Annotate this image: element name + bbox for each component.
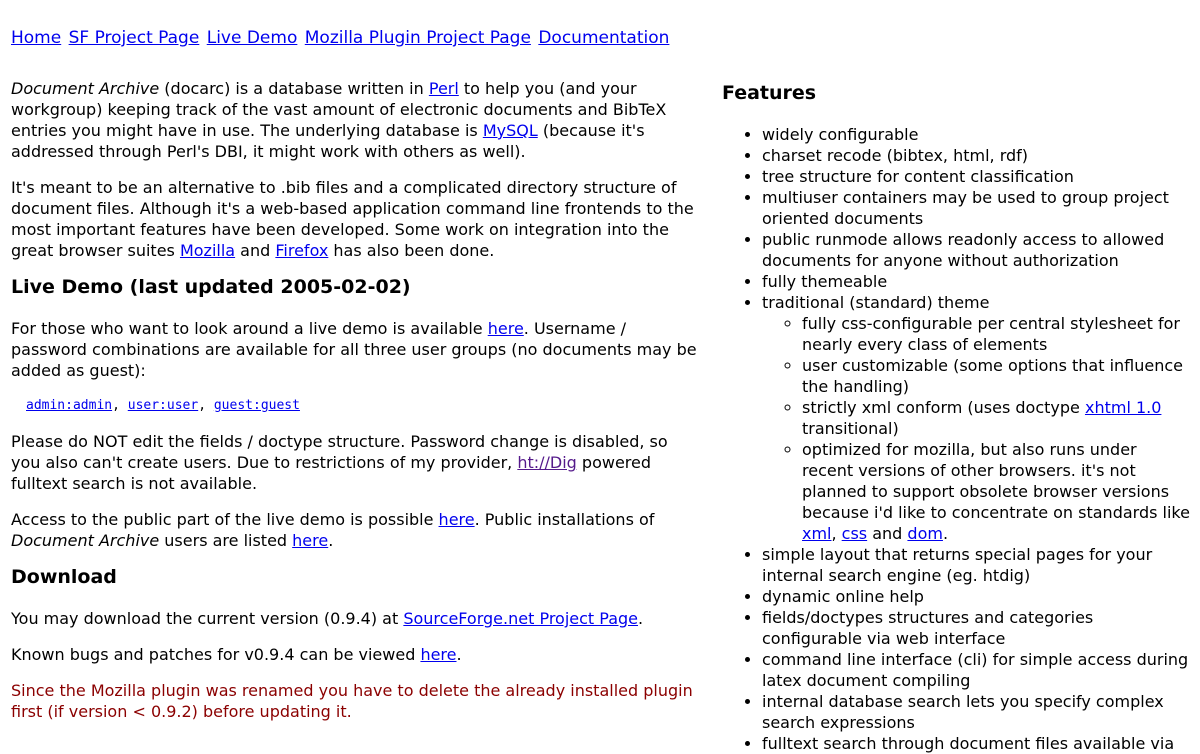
credential-user-link[interactable]: user:user: [127, 398, 199, 413]
xml-link[interactable]: xml: [802, 524, 832, 543]
dom-link[interactable]: dom: [907, 524, 943, 543]
feature-item: • fully themeable: [762, 271, 1192, 292]
mozilla-link[interactable]: Mozilla: [179, 241, 236, 260]
download-text: .: [456, 645, 462, 664]
sub-feature-item: ◦ fully css-configurable per central stylesheet for nearly every class of elements: [802, 313, 1192, 355]
live-demo-text: . Username / password combinations are available for all three user groups (no documents may be added as guest):: [11, 319, 697, 380]
features-heading: Features: [722, 82, 817, 104]
live-demo-text: For those who want to look around a live demo is available: [11, 319, 488, 338]
feature-item: • command line interface (cli) for simple access during latex document compiling: [762, 649, 1192, 691]
intro-text: It's meant to be an alternative to .bib files and a complicated directory structure of document files. Although it's a web-based application command line frontends to the most important features have been developed. Some work on integration into the great browser suites: [11, 178, 694, 260]
top-navigation: [11, 28, 671, 49]
separator: ,: [198, 398, 214, 413]
feature-item: • fulltext search through document files available via: [762, 733, 1192, 754]
public-demo-here-link[interactable]: here: [438, 510, 475, 529]
intro-paragraph-1: [11, 78, 701, 162]
sub-feature-text: .: [942, 524, 949, 543]
live-demo-text: Please do NOT edit the fields / doctype structure. Password change is disabled, so you also can't create users. Due to restrictions of my provider,: [11, 432, 668, 472]
sub-feature-item: [802, 439, 1192, 544]
live-demo-text: Access to the public part of the live demo is possible: [11, 510, 439, 529]
known-bugs-here-link[interactable]: here: [420, 645, 457, 664]
feature-item: [762, 292, 1192, 544]
nav-mozilla-plugin-link[interactable]: Mozilla Plugin Project Page: [304, 28, 531, 48]
download-paragraph-2: [11, 644, 701, 665]
sub-feature-text: and: [867, 524, 908, 543]
intro-text: to help you (and your workgroup) keeping track of the vast amount of electronic documents and BibTeX entries you might have in use. The underlying database is: [11, 79, 667, 140]
credential-guest-link[interactable]: guest:guest: [213, 398, 300, 413]
plugin-warning: Since the Mozilla plugin was renamed you have to delete the already installed plugin first (if version < 0.9.2) before updating it.: [11, 681, 693, 721]
live-demo-text: . Public installations of: [474, 510, 655, 529]
perl-link[interactable]: Perl: [428, 79, 459, 98]
xhtml-link[interactable]: xhtml 1.0: [1084, 398, 1162, 417]
live-demo-paragraph-3: [11, 509, 701, 551]
feature-item: • fields/doctypes structures and categories configurable via web interface: [762, 607, 1192, 649]
features-list: [722, 124, 1192, 754]
feature-item: • charset recode (bibtex, html, rdf): [762, 145, 1192, 166]
feature-item: • public runmode allows readonly access to allowed documents for anyone without authorization: [762, 229, 1192, 271]
nav-live-demo-link[interactable]: Live Demo: [206, 28, 298, 48]
htdig-link[interactable]: ht://Dig: [517, 453, 577, 472]
download-text: Known bugs and patches for v0.9.4 can be viewed: [11, 645, 421, 664]
sub-feature-text: strictly xml conform (uses doctype: [802, 398, 1085, 417]
separator: ,: [112, 398, 128, 413]
intro-text: has also been done.: [328, 241, 495, 260]
sourceforge-link[interactable]: SourceForge.net Project Page: [403, 609, 639, 628]
intro-text: and: [235, 241, 276, 260]
feature-item: • tree structure for content classification: [762, 166, 1192, 187]
feature-item: • simple layout that returns special pages for your internal search engine (eg. htdig): [762, 544, 1192, 586]
sub-feature-item: ◦ user customizable (some options that influence the handling): [802, 355, 1192, 397]
firefox-link[interactable]: Firefox: [275, 241, 329, 260]
feature-item: • internal database search lets you specify complex search expressions: [762, 691, 1192, 733]
live-demo-text: users are listed: [159, 531, 293, 550]
main-content: [11, 78, 701, 737]
download-paragraph-1: [11, 608, 701, 629]
intro-paragraph-2: [11, 177, 701, 261]
feature-item: • multiuser containers may be used to group project oriented documents: [762, 187, 1192, 229]
nav-home-link[interactable]: Home: [11, 28, 62, 48]
mysql-link[interactable]: MySQL: [482, 121, 538, 140]
intro-text: (because it's addressed through Perl's DBI, it might work with others as well).: [11, 121, 645, 161]
download-text: You may download the current version (0.9.4) at: [11, 609, 404, 628]
live-demo-here-link[interactable]: here: [487, 319, 524, 338]
sub-feature-text: ,: [831, 524, 842, 543]
nav-sf-project-link[interactable]: SF Project Page: [68, 28, 200, 48]
live-demo-text: .: [328, 531, 334, 550]
sub-feature-text: transitional): [802, 419, 899, 438]
public-installations-here-link[interactable]: here: [292, 531, 329, 550]
theme-features-sublist: [762, 313, 1192, 544]
feature-item: • dynamic online help: [762, 586, 1192, 607]
live-demo-paragraph-1: [11, 318, 701, 381]
sub-feature-text: optimized for mozilla, but also runs under recent versions of other browsers. it's not planned to support obsolete browser versions because i'd like to concentrate on standards like: [802, 440, 1190, 522]
nav-documentation-link[interactable]: Documentation: [538, 28, 670, 48]
feature-item-label: traditional (standard) theme: [762, 293, 990, 312]
features-section: [722, 82, 1192, 754]
product-name: Document Archive: [11, 531, 160, 550]
feature-item: • widely configurable: [762, 124, 1192, 145]
live-demo-heading: Live Demo (last updated 2005-02-02): [11, 276, 411, 298]
credential-admin-link[interactable]: admin:admin: [26, 398, 113, 413]
sub-feature-item: [802, 397, 1192, 439]
live-demo-text: powered fulltext search is not available.: [11, 453, 652, 493]
css-link[interactable]: css: [841, 524, 868, 543]
product-name: Document Archive: [11, 79, 160, 98]
download-text: .: [638, 609, 644, 628]
credentials-list: [11, 396, 701, 416]
intro-text: (docarc) is a database written in: [159, 79, 429, 98]
live-demo-paragraph-2: [11, 431, 701, 494]
download-heading: Download: [11, 566, 117, 588]
